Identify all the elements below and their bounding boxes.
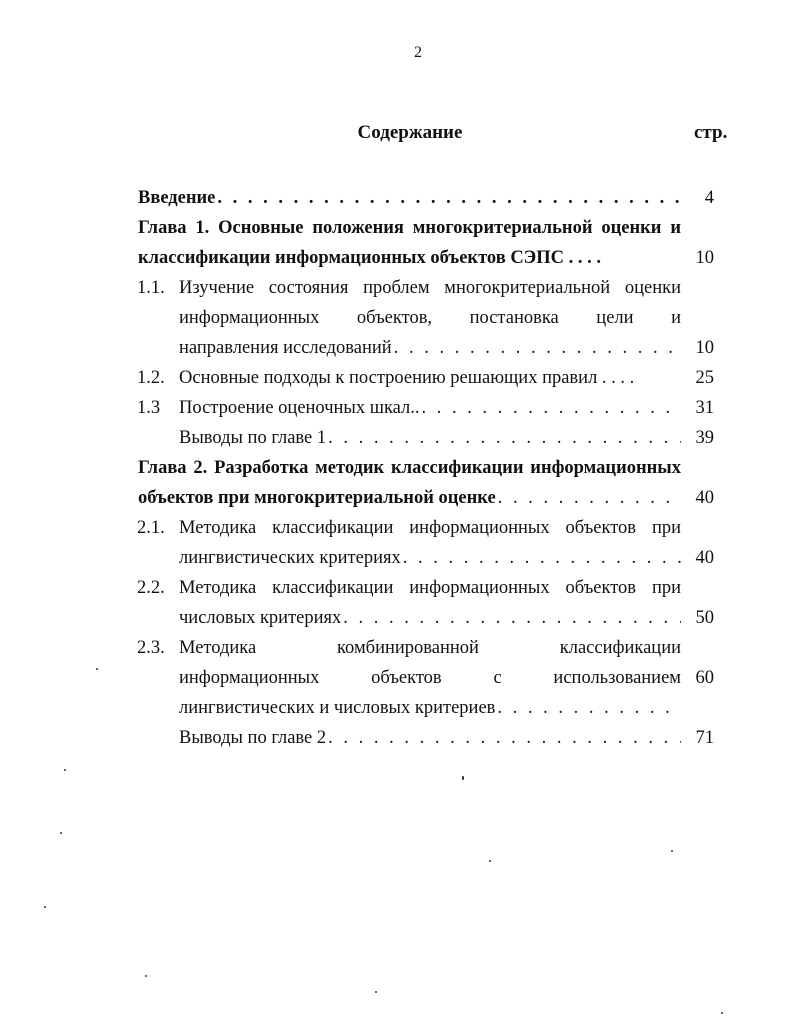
toc-entry-number: 2.2. [137, 578, 165, 598]
toc-entry-text: Изучение состояния проблем многокритериальной оценки [179, 278, 681, 298]
toc-entry-text: Методика классификации информационных объектов при [179, 578, 681, 598]
toc-entry-text: информационных объектов с использованием [179, 668, 681, 688]
toc-entry-chapter-1-cont[interactable] [0, 243, 796, 273]
toc-entry-text: объектов при многокритериальной оценке . . . [138, 483, 681, 513]
toc-entry-page: 71 [695, 728, 714, 748]
toc-entry-page: 60 [695, 668, 714, 688]
toc-entry-page: 50 [695, 608, 714, 628]
toc-entry-1-3[interactable] [0, 393, 796, 423]
scan-speck [489, 860, 491, 862]
toc-entry-page: 10 [695, 338, 714, 358]
toc-entry-page: 40 [695, 548, 714, 568]
toc-entry-text: лингвистических критериях . . . [179, 543, 681, 573]
scan-speck [145, 975, 147, 977]
toc-entry-number: 1.1. [137, 278, 165, 298]
toc-entry-2-1[interactable] [0, 513, 796, 543]
toc-entry-conclusions-2[interactable] [0, 723, 796, 753]
toc-entry-2-1-cont[interactable] [0, 543, 796, 573]
toc-entry-text: Методика классификации информационных объектов при [179, 518, 681, 538]
scan-speck [462, 776, 464, 780]
toc-entry-introduction[interactable] [0, 183, 796, 213]
page-number: 2 [414, 44, 422, 61]
toc-entry-page: 40 [695, 488, 714, 508]
toc-entry-text: числовых критериях . . . [179, 603, 681, 633]
toc-entry-text: информационных объектов, постановка цели и [179, 308, 681, 328]
scan-speck [64, 769, 66, 771]
toc-entry-text: направления исследований . . . [179, 333, 681, 363]
toc-entry-text: Выводы по главе 2 . . . [179, 723, 681, 753]
toc-entry-chapter-2[interactable] [0, 453, 796, 483]
toc-entry-chapter-2-cont[interactable] [0, 483, 796, 513]
scan-speck [60, 832, 62, 834]
toc-entry-number: 1.3 [137, 398, 161, 418]
toc-entry-text: Методика комбинированной классификации [179, 638, 681, 658]
toc-entry-text: Выводы по главе 1 . . . [179, 423, 681, 453]
toc-entry-text: Основные подходы к построению решающих правил . . . . [179, 368, 635, 388]
toc-entry-2-3-end[interactable] [0, 693, 796, 723]
toc-entry-number: 2.3. [137, 638, 165, 658]
page-column-label: стр. [694, 122, 728, 143]
scan-speck [671, 850, 673, 852]
toc-entry-2-2-cont[interactable] [0, 603, 796, 633]
scan-speck [44, 906, 46, 908]
scan-speck [721, 1012, 723, 1014]
table-of-contents [0, 183, 796, 753]
toc-entry-text: классификации информационных объектов СЭПС . . . . [138, 248, 601, 268]
toc-entry-page: 31 [695, 398, 714, 418]
toc-entry-conclusions-1[interactable] [0, 423, 796, 453]
toc-entry-2-3-cont[interactable] [0, 663, 796, 693]
toc-entry-page: 39 [695, 428, 714, 448]
toc-entry-chapter-1[interactable] [0, 213, 796, 243]
toc-entry-number: 2.1. [137, 518, 165, 538]
scan-speck [96, 668, 98, 670]
toc-entry-1-1[interactable] [0, 273, 796, 303]
toc-entry-page: 4 [704, 188, 714, 208]
toc-entry-text: лингвистических и числовых критериев . . . [179, 693, 674, 723]
toc-entry-text: Введение . . . [138, 183, 681, 213]
toc-title: Содержание [357, 122, 463, 143]
toc-entry-1-2[interactable] [0, 363, 796, 393]
scan-speck [375, 991, 377, 993]
toc-entry-page: 10 [695, 248, 714, 268]
toc-entry-page: 25 [695, 368, 714, 388]
toc-entry-text: Построение оценочных шкал.. . . . [179, 393, 681, 423]
toc-entry-1-1-cont[interactable] [0, 303, 796, 333]
toc-entry-text: Глава 2. Разработка методик классификации информационных [138, 458, 681, 478]
toc-entry-2-2[interactable] [0, 573, 796, 603]
toc-entry-number: 1.2. [137, 368, 165, 388]
toc-entry-text: Глава 1. Основные положения многокритериальной оценки и [138, 218, 681, 238]
toc-entry-2-3[interactable] [0, 633, 796, 663]
toc-entry-1-1-end[interactable] [0, 333, 796, 363]
